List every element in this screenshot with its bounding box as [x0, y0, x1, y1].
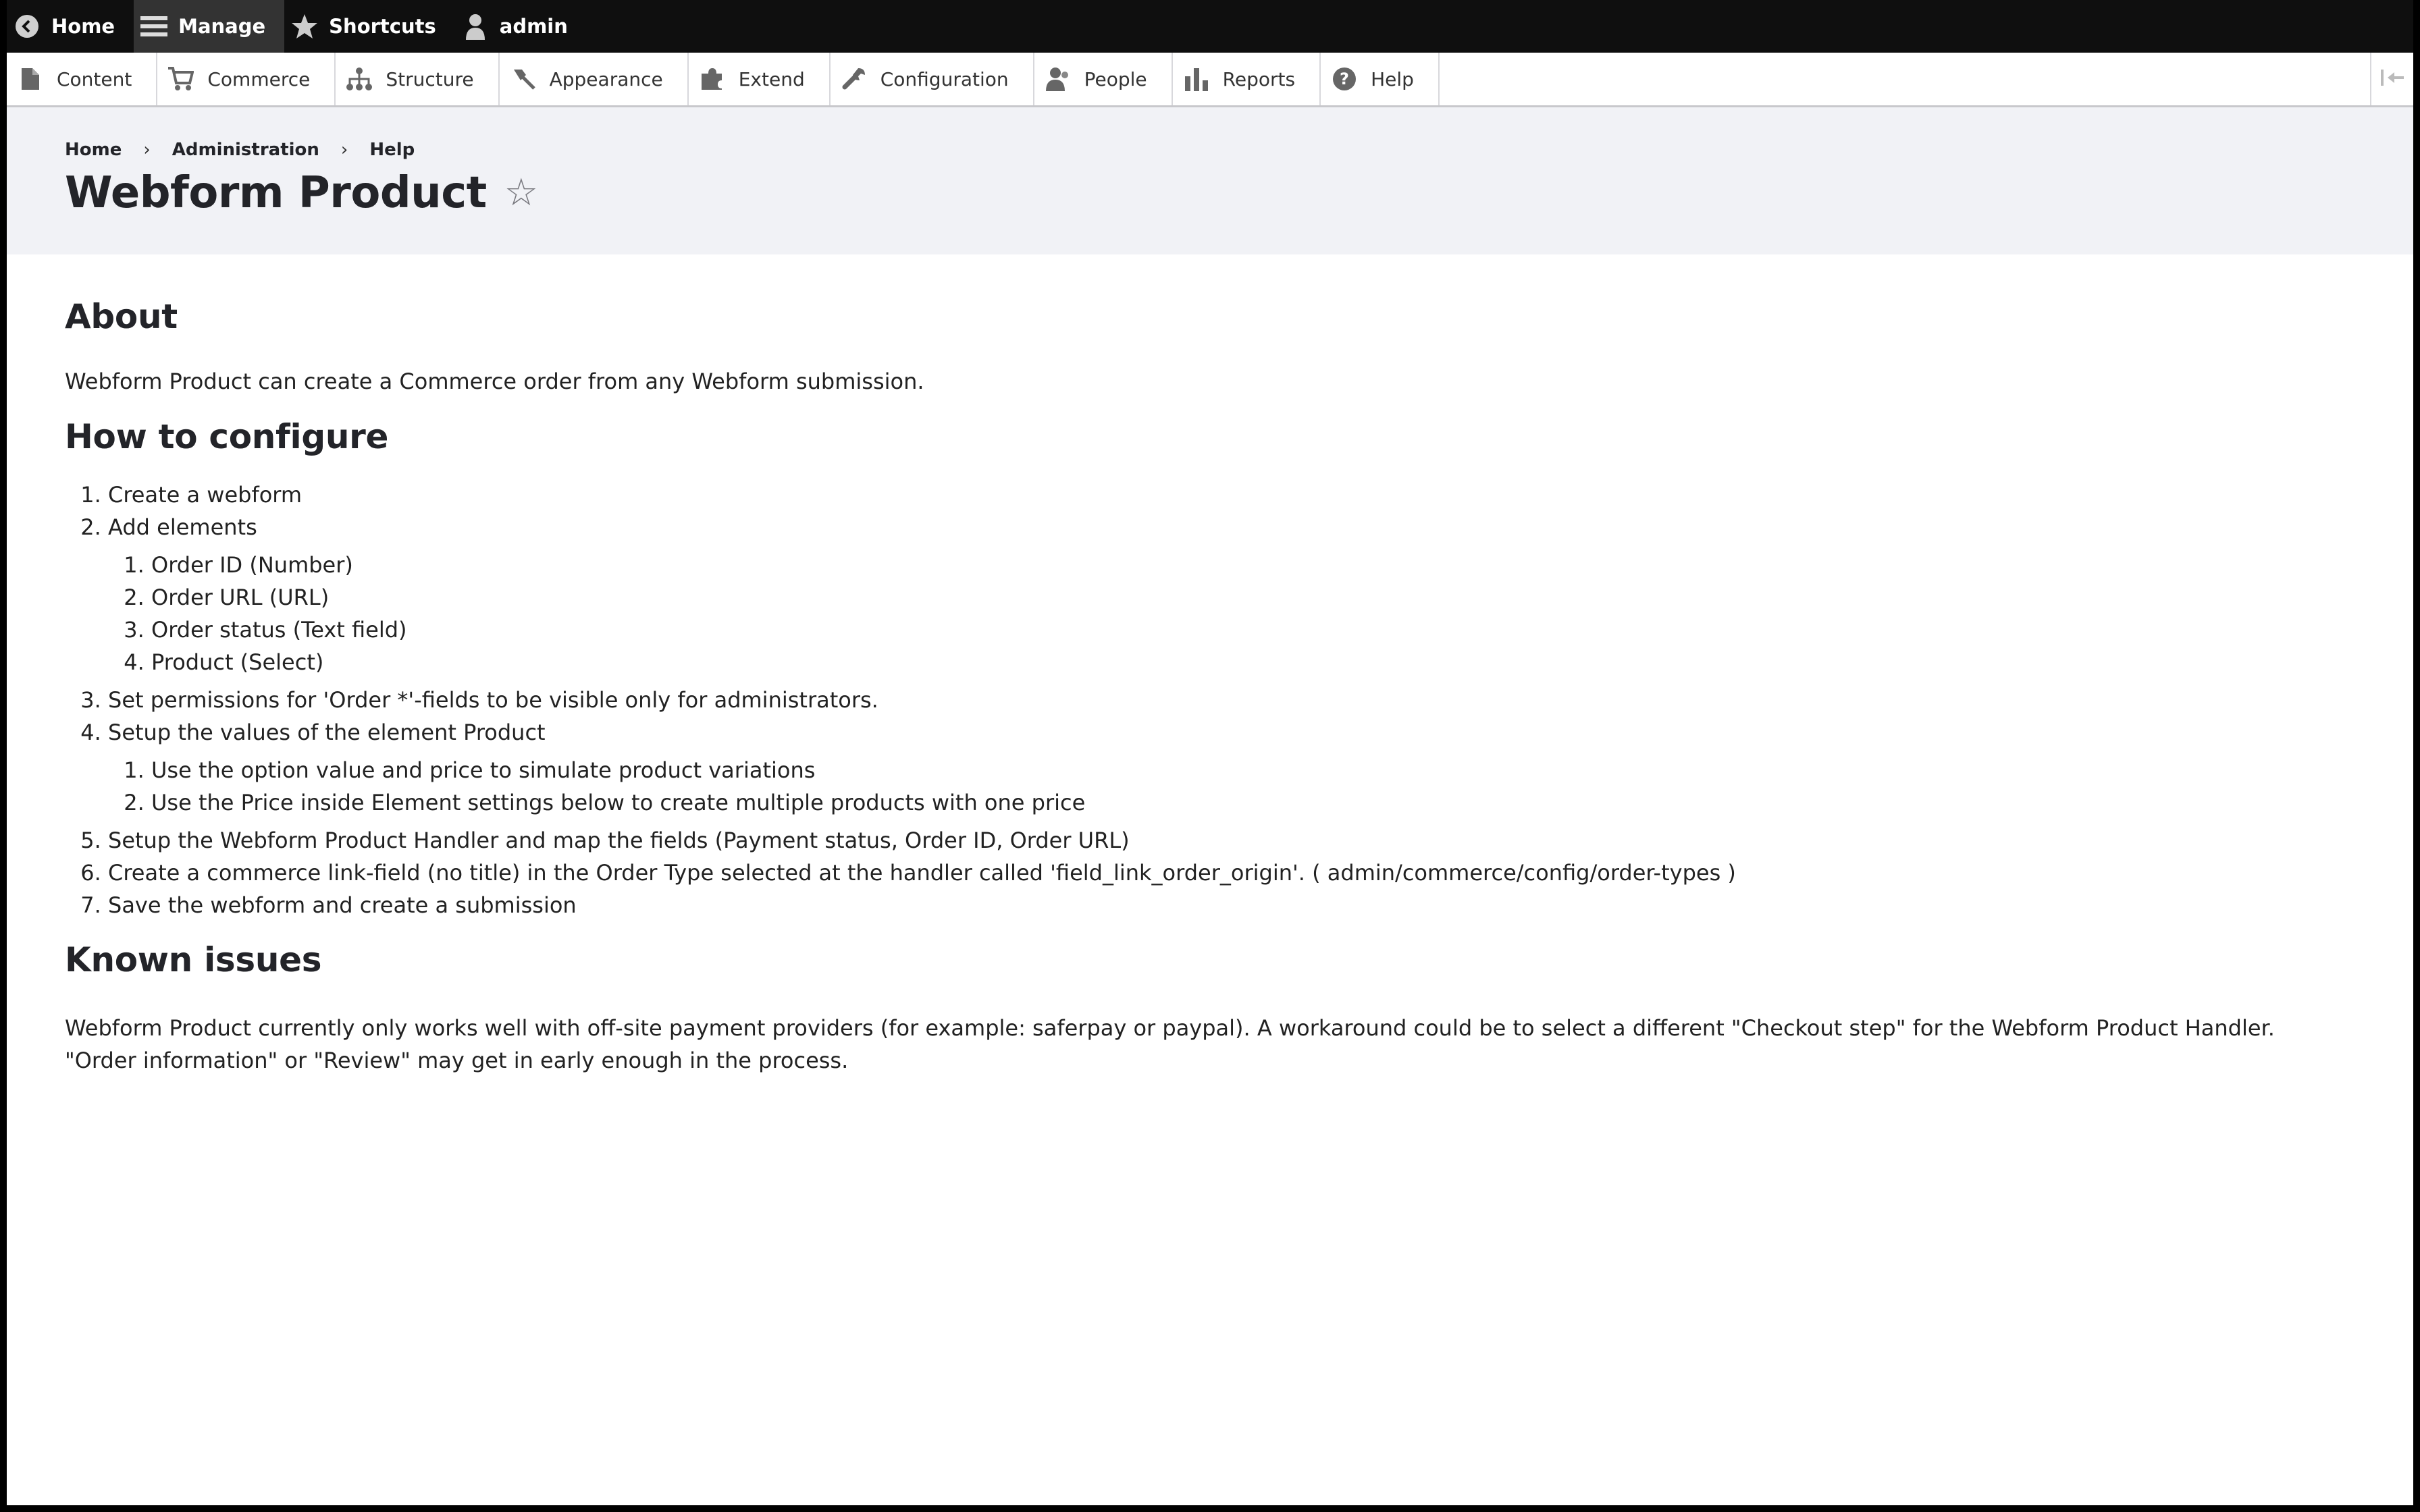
toolbar-user-label: admin: [499, 15, 568, 38]
list-item: 4. Product (Select): [151, 646, 1736, 678]
tray-item-label: People: [1084, 68, 1147, 90]
add-shortcut-star-icon[interactable]: ☆: [504, 171, 538, 215]
toolbar-manage-tab[interactable]: [134, 0, 284, 53]
bar-chart-icon: [1184, 66, 1209, 92]
user-icon: [461, 11, 490, 41]
toolbar-home-link[interactable]: [7, 0, 134, 53]
tray-item-commerce[interactable]: [157, 53, 336, 105]
people-icon: [1045, 66, 1071, 92]
about-text: Webform Product can create a Commerce order from any Webform submission.: [65, 369, 924, 394]
breadcrumb-separator: ›: [340, 140, 348, 160]
tray-orientation-toggle[interactable]: [2370, 53, 2413, 105]
brush-icon: [510, 66, 536, 92]
toolbar-home-label: Home: [51, 15, 115, 38]
list-item: [108, 857, 1736, 889]
step-text: Setup the Webform Product Handler and map the fields (Payment status, Order ID, Order URL): [108, 828, 1130, 853]
tray-item-label: Help: [1371, 68, 1414, 90]
tray-item-help[interactable]: [1321, 53, 1440, 105]
configuration-steps-list: [65, 479, 1736, 921]
list-item: [108, 684, 1736, 716]
list-item: 3. Order status (Text field): [151, 614, 1736, 646]
tray-item-reports[interactable]: [1173, 53, 1321, 105]
star-icon: [290, 11, 319, 41]
admin-tray: [7, 53, 2413, 107]
list-item: 1. Order ID (Number): [151, 549, 1736, 581]
breadcrumb-home[interactable]: Home: [65, 140, 122, 160]
list-item: 1. Use the option value and price to simulate product variations: [151, 754, 1736, 786]
toolbar-user-tab[interactable]: [455, 0, 587, 53]
breadcrumb: [65, 140, 415, 160]
puzzle-icon: [700, 66, 725, 92]
breadcrumb-separator: ›: [143, 140, 151, 160]
sitemap-icon: [346, 66, 372, 92]
tray-item-label: Extend: [738, 68, 805, 90]
list-item: [108, 889, 1736, 921]
toolbar-shortcuts-label: Shortcuts: [329, 15, 436, 38]
tray-item-content[interactable]: [7, 53, 157, 105]
svg-text:?: ?: [1340, 70, 1350, 88]
browser-viewport: [7, 0, 2413, 1505]
breadcrumb-administration[interactable]: Administration: [172, 140, 319, 160]
tray-item-extend[interactable]: [689, 53, 831, 105]
tray-item-appearance[interactable]: [500, 53, 689, 105]
list-item: 2. Order URL (URL): [151, 581, 1736, 614]
known-issues-text: Webform Product currently only works well with off-site payment providers (for example: saferpay or paypal). A workaround could be to select a different "Checkout step" for the Webform Product Handler. "Order information" or "Review" may get in early enough in the process.: [65, 1015, 2275, 1073]
page-title: Webform Product: [65, 168, 487, 218]
help-icon: [1332, 66, 1357, 92]
cart-icon: [168, 66, 194, 92]
toolbar-shortcuts-tab[interactable]: [284, 0, 455, 53]
step-text: Setup the values of the element Product: [108, 720, 546, 745]
list-item: [108, 511, 1736, 678]
tray-item-label: Content: [57, 68, 132, 90]
tray-item-people[interactable]: [1034, 53, 1173, 105]
toolbar-manage-label: Manage: [178, 15, 266, 38]
product-values-sublist: [108, 754, 1736, 819]
tray-item-configuration[interactable]: [831, 53, 1034, 105]
back-circle-icon: [12, 11, 42, 41]
list-item: 2. Use the Price inside Element settings below to create multiple products with one price: [151, 786, 1736, 819]
tray-item-structure[interactable]: [336, 53, 499, 105]
tray-item-label: Appearance: [549, 68, 663, 90]
wrench-icon: [841, 66, 867, 92]
page-header: [7, 107, 2413, 254]
list-item: [108, 479, 1736, 511]
step-text: Save the webform and create a submission: [108, 892, 577, 918]
breadcrumb-help[interactable]: Help: [369, 140, 415, 160]
step-text: Add elements: [108, 514, 257, 540]
menu-icon: [139, 11, 169, 41]
tray-item-label: Commerce: [207, 68, 311, 90]
tray-item-label: Structure: [386, 68, 474, 90]
step-text: Create a webform: [108, 482, 302, 508]
known-issues-heading: Known issues: [65, 940, 322, 979]
list-item: [108, 824, 1736, 857]
tray-item-label: Reports: [1222, 68, 1296, 90]
admin-toolbar: [7, 0, 2413, 53]
list-item: [108, 716, 1736, 819]
collapse-tray-icon: [2381, 70, 2404, 88]
how-to-configure-heading: How to configure: [65, 417, 389, 456]
elements-sublist: [108, 549, 1736, 678]
file-icon: [18, 66, 43, 92]
about-heading: About: [65, 297, 178, 336]
step-text: Create a commerce link-field (no title) in the Order Type selected at the handler called 'field_link_order_origin'. ( admin/commerce/config/order-types ): [108, 860, 1736, 886]
tray-item-label: Configuration: [880, 68, 1009, 90]
step-text: Set permissions for 'Order *'-fields to be visible only for administrators.: [108, 687, 878, 713]
page-title-row: [65, 168, 538, 218]
